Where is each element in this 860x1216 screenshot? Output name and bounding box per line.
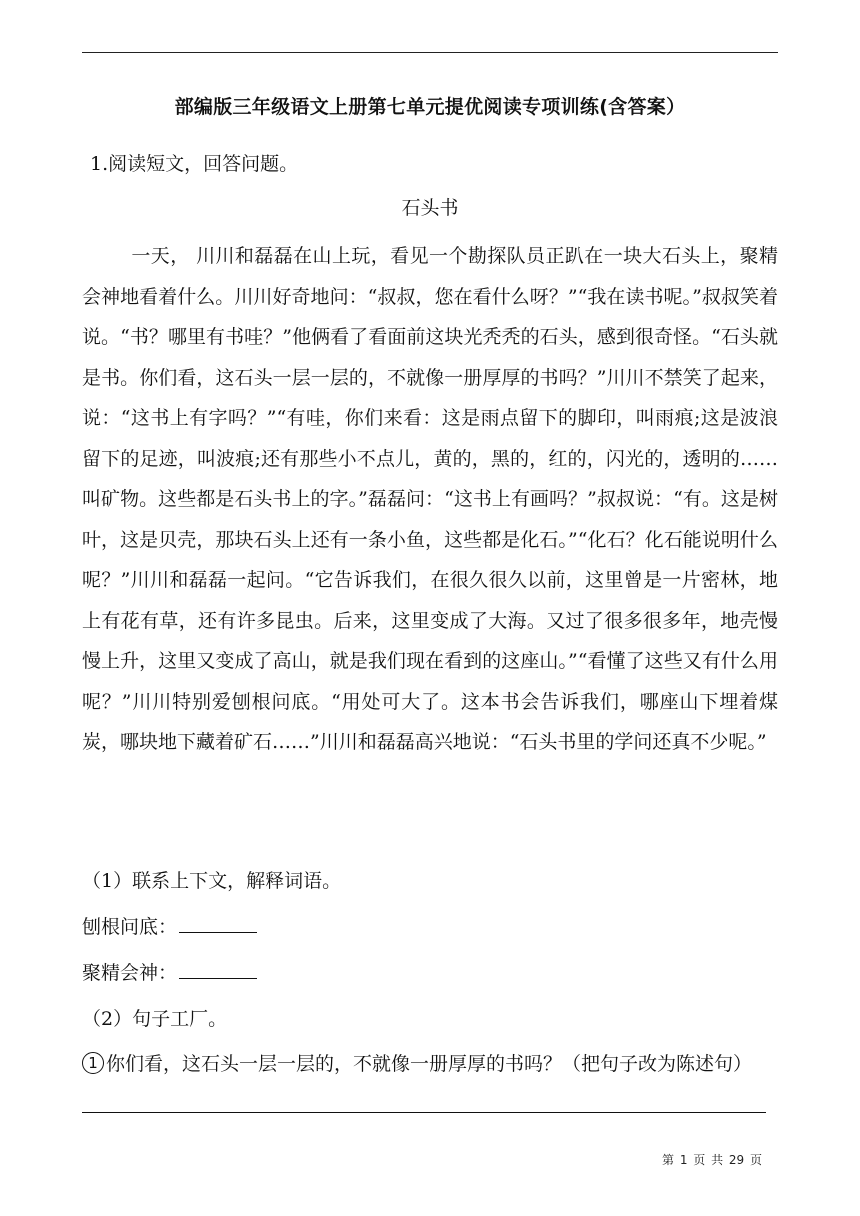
- passage-title: 石头书: [401, 197, 459, 219]
- subquestion-1-label: （1）联系上下文，解释词语。: [82, 870, 342, 892]
- vocab-item-1: [82, 912, 257, 939]
- answer-blank-2[interactable]: [179, 962, 257, 979]
- vocab-word-1: 刨根问底：: [82, 916, 178, 938]
- subquestion-2-label: （2）句子工厂。: [82, 1008, 228, 1030]
- circled-number-icon: 1: [82, 1052, 104, 1074]
- answer-line[interactable]: [82, 1112, 766, 1113]
- document-title: 部编版三年级语文上册第七单元提优阅读专项训练(含答案）: [174, 96, 686, 118]
- page-number: 第 1 页 共 29 页: [662, 1153, 762, 1167]
- header-rule: [82, 52, 778, 53]
- vocab-item-2: [82, 958, 257, 985]
- question-heading: 1.阅读短文，回答问题。: [90, 153, 299, 175]
- passage-body: 一天， 川川和磊磊在山上玩，看见一个勘探队员正趴在一块大石头上，聚精会神地看着什么。川川好奇地问：“叔叔，您在看什么呀？”“我在读书呢。”叔叔笑着说。“书？哪里有书哇？”他俩看了看面前这块光秃秃的石头，感到很奇怪。“石头就是书。你们看，这石头一层一层的，不就像一册厚厚的书吗？”川川不禁笑了起来，说：“这书上有字吗？”“有哇，你们来看：这是雨点留下的脚印，叫雨痕;这是波浪留下的足迹，叫波痕;还有那些小不点儿，黄的，黑的，红的，闪光的，透明的……叫矿物。这些都是石头书上的字。”磊磊问：“这书上有画吗？”叔叔说：“有。这是树叶，这是贝壳，那块石头上还有一条小鱼，这些都是化石。”“化石？化石能说明什么呢？”川川和磊磊一起问。“它告诉我们，在很久很久以前，这里曾是一片密林，地上有花有草，还有许多昆虫。后来，这里变成了大海。又过了很多很多年，地壳慢慢上升，这里又变成了高山，就是我们现在看到的这座山。”“看懂了这些又有什么用呢？”川川特别爱刨根问底。“用处可大了。这本书会告诉我们，哪座山下埋着煤炭，哪块地下藏着矿石……”川川和磊磊高兴地说：“石头书里的学问还真不少呢。”: [82, 245, 778, 753]
- vocab-word-2: 聚精会神：: [82, 962, 178, 984]
- answer-blank-1[interactable]: [179, 916, 257, 933]
- sentence-item-1: [82, 1049, 752, 1076]
- sentence-item-1-text: 你们看，这石头一层一层的，不就像一册厚厚的书吗？（把句子改为陈述句）: [106, 1053, 753, 1075]
